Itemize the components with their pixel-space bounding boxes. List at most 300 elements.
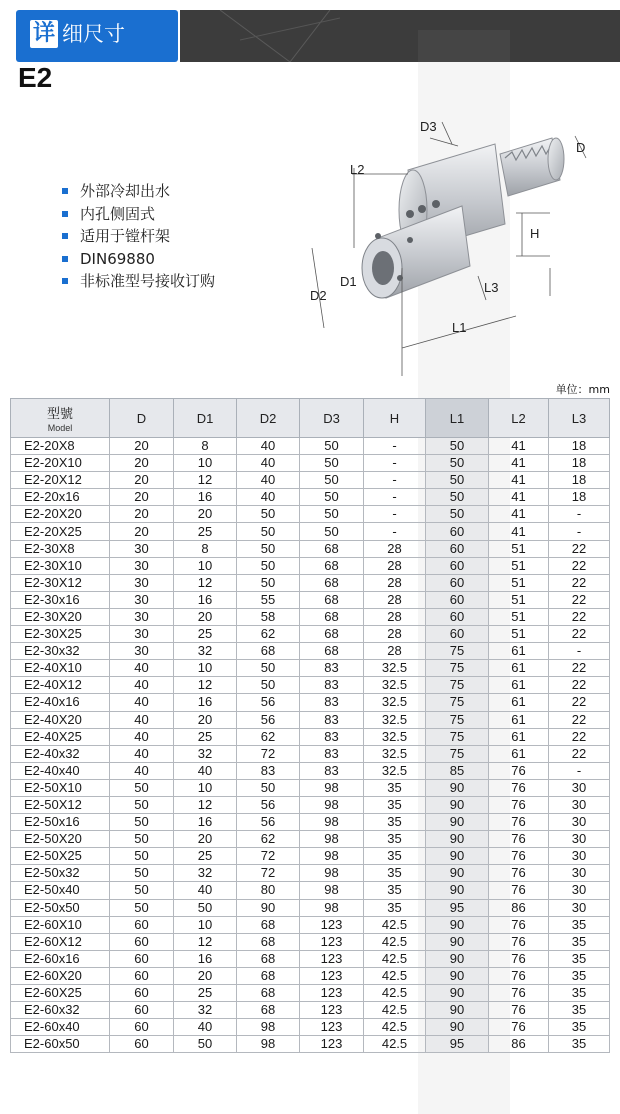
cell-l3: 35 [549,1036,610,1053]
cell-l3: 22 [549,728,610,745]
cell-l1: 75 [426,677,489,694]
cell-d3: 98 [300,814,364,831]
cell-d2: 56 [237,694,300,711]
cell-h: 32.5 [364,745,426,762]
table-row [11,745,610,762]
table-row [11,865,610,882]
table-row [11,1002,610,1019]
cell-l1: 60 [426,523,489,540]
cell-d2: 55 [237,591,300,608]
col-header-l1: L1 [426,399,489,438]
cell-l2: 41 [489,455,549,472]
cell-l1: 60 [426,591,489,608]
cell-model: E2-20X12 [11,472,110,489]
cell-model: E2-50X20 [11,831,110,848]
cell-d3: 123 [300,1002,364,1019]
cell-d1: 10 [174,660,237,677]
cell-l3: 18 [549,438,610,455]
cell-l2: 76 [489,1019,549,1036]
cell-model: E2-30X20 [11,608,110,625]
cell-h: 42.5 [364,933,426,950]
cell-l1: 90 [426,882,489,899]
cell-l3: 22 [549,660,610,677]
cell-l3: - [549,506,610,523]
unit-label: 单位：mm [555,383,610,396]
cell-l3: 22 [549,626,610,643]
cell-d: 30 [110,626,174,643]
cell-d3: 98 [300,848,364,865]
cell-l3: 35 [549,1002,610,1019]
cell-d3: 123 [300,933,364,950]
cell-l3: 22 [549,557,610,574]
cell-model: E2-60X25 [11,985,110,1002]
cell-d2: 50 [237,540,300,557]
cell-d1: 40 [174,762,237,779]
model-title: E2 [18,62,53,93]
cell-model: E2-60x32 [11,1002,110,1019]
cell-l2: 51 [489,626,549,643]
cell-l3: 35 [549,967,610,984]
cell-l3: 30 [549,882,610,899]
table-row [11,472,610,489]
cell-d3: 83 [300,745,364,762]
cell-l2: 76 [489,814,549,831]
cell-l1: 95 [426,1036,489,1053]
cell-d2: 68 [237,950,300,967]
cell-d1: 20 [174,831,237,848]
table-row [11,608,610,625]
cell-l2: 76 [489,831,549,848]
cell-h: 32.5 [364,660,426,677]
table-row [11,489,610,506]
table-row [11,677,610,694]
cell-l1: 95 [426,899,489,916]
cell-model: E2-40X10 [11,660,110,677]
cell-l3: 30 [549,899,610,916]
cell-d: 50 [110,865,174,882]
cell-l3: 18 [549,472,610,489]
feature-text: 外部冷却出水 [80,182,171,200]
cell-d2: 90 [237,899,300,916]
cell-d2: 56 [237,796,300,813]
cell-h: 35 [364,796,426,813]
cell-model: E2-30x32 [11,643,110,660]
cell-l3: 35 [549,1019,610,1036]
cell-d1: 16 [174,591,237,608]
cell-h: 32.5 [364,762,426,779]
cell-d3: 98 [300,831,364,848]
feature-item [60,248,215,271]
label-h: H [530,226,540,241]
cell-l1: 60 [426,626,489,643]
cell-l1: 90 [426,1019,489,1036]
cell-d1: 16 [174,489,237,506]
cell-l1: 90 [426,831,489,848]
cell-d2: 58 [237,608,300,625]
cell-d1: 16 [174,814,237,831]
feature-text: 内孔侧固式 [80,204,156,223]
cell-d: 20 [110,506,174,523]
cell-d: 20 [110,472,174,489]
cell-h: 42.5 [364,967,426,984]
cell-l3: 30 [549,831,610,848]
cell-d: 60 [110,916,174,933]
cell-d: 40 [110,728,174,745]
cell-h: 32.5 [364,694,426,711]
cell-l3: 30 [549,814,610,831]
cell-l2: 76 [489,933,549,950]
cell-d3: 68 [300,557,364,574]
cell-l2: 76 [489,985,549,1002]
cell-d3: 98 [300,882,364,899]
cell-l2: 51 [489,608,549,625]
cell-l1: 75 [426,643,489,660]
cell-model: E2-60x40 [11,1019,110,1036]
cell-l1: 90 [426,985,489,1002]
feature-text: 适用于镗杆架 [80,227,171,245]
cell-l1: 50 [426,472,489,489]
table-row [11,1019,610,1036]
table-row [11,557,610,574]
cell-d3: 68 [300,643,364,660]
cell-d: 50 [110,814,174,831]
cell-l2: 76 [489,882,549,899]
cell-d3: 83 [300,677,364,694]
cell-l2: 51 [489,540,549,557]
cell-d3: 83 [300,728,364,745]
cell-d2: 68 [237,1002,300,1019]
cell-d: 60 [110,933,174,950]
cell-model: E2-20x16 [11,489,110,506]
table-row [11,882,610,899]
header-dark-band [180,10,620,62]
cell-model: E2-30X10 [11,557,110,574]
spec-table [10,398,610,1053]
cell-h: 32.5 [364,677,426,694]
table-header-row [11,399,610,438]
cell-l3: 22 [549,540,610,557]
cell-d2: 83 [237,762,300,779]
cell-d: 60 [110,950,174,967]
cell-d: 50 [110,899,174,916]
cell-d1: 40 [174,882,237,899]
cell-l2: 51 [489,591,549,608]
cell-l2: 76 [489,848,549,865]
cell-d1: 32 [174,865,237,882]
cell-l3: 22 [549,745,610,762]
cell-l1: 60 [426,608,489,625]
cell-model: E2-20X10 [11,455,110,472]
cell-l1: 90 [426,1002,489,1019]
bullet-icon [62,233,68,239]
col-header-l2: L2 [489,399,549,438]
cell-d3: 83 [300,660,364,677]
cell-l2: 41 [489,489,549,506]
cell-model: E2-40x40 [11,762,110,779]
cell-d2: 50 [237,523,300,540]
cell-d1: 12 [174,796,237,813]
cell-l2: 76 [489,779,549,796]
cell-h: 42.5 [364,985,426,1002]
cell-d3: 123 [300,916,364,933]
cell-d: 40 [110,745,174,762]
cell-l3: 30 [549,848,610,865]
cell-d3: 83 [300,694,364,711]
cell-l3: 22 [549,591,610,608]
table-row [11,728,610,745]
cell-d1: 12 [174,677,237,694]
cell-d1: 16 [174,694,237,711]
section-header [0,0,620,80]
cell-model: E2-40X20 [11,711,110,728]
cell-model: E2-60X20 [11,967,110,984]
cell-l3: 18 [549,455,610,472]
cell-l1: 90 [426,950,489,967]
cell-d3: 123 [300,985,364,1002]
bullet-icon [62,278,68,284]
cell-model: E2-30X25 [11,626,110,643]
cell-l3: 18 [549,489,610,506]
cell-d3: 123 [300,1019,364,1036]
cell-d3: 98 [300,796,364,813]
cell-model: E2-50x16 [11,814,110,831]
cell-d2: 40 [237,455,300,472]
cell-l1: 90 [426,796,489,813]
cell-l2: 86 [489,899,549,916]
cell-h: 32.5 [364,711,426,728]
cell-d2: 68 [237,643,300,660]
table-row [11,711,610,728]
feature-item [60,180,215,203]
cell-d3: 68 [300,591,364,608]
cell-l1: 75 [426,745,489,762]
cell-model: E2-20X25 [11,523,110,540]
cell-model: E2-30X8 [11,540,110,557]
cell-d: 60 [110,1019,174,1036]
col-header-model [11,399,110,438]
cell-h: 35 [364,882,426,899]
label-d: D [576,140,586,155]
feature-text: 非标准型号接收订购 [80,272,216,290]
cell-d2: 68 [237,967,300,984]
table-row [11,899,610,916]
cell-l1: 85 [426,762,489,779]
table-row [11,967,610,984]
cell-d3: 50 [300,489,364,506]
cell-l3: 30 [549,779,610,796]
cell-d3: 68 [300,608,364,625]
cell-d2: 40 [237,472,300,489]
cell-d2: 98 [237,1036,300,1053]
cell-l2: 41 [489,472,549,489]
cell-d2: 40 [237,489,300,506]
bullet-icon [62,256,68,262]
cell-d3: 50 [300,472,364,489]
cell-l1: 50 [426,438,489,455]
cell-l3: 35 [549,950,610,967]
cell-model: E2-50X25 [11,848,110,865]
bullet-icon [62,211,68,217]
table-row [11,985,610,1002]
cell-model: E2-60X12 [11,933,110,950]
cell-d3: 50 [300,438,364,455]
cell-d2: 68 [237,933,300,950]
cell-d1: 32 [174,745,237,762]
cell-l2: 76 [489,967,549,984]
cell-l2: 86 [489,1036,549,1053]
cell-l1: 50 [426,506,489,523]
cell-d2: 50 [237,506,300,523]
cell-l3: 35 [549,985,610,1002]
cell-d3: 50 [300,455,364,472]
cell-d3: 68 [300,626,364,643]
cell-model: E2-50X10 [11,779,110,796]
cell-d2: 62 [237,626,300,643]
cell-d3: 50 [300,523,364,540]
cell-l1: 60 [426,557,489,574]
cell-d1: 10 [174,916,237,933]
cell-l3: 22 [549,608,610,625]
cell-l2: 61 [489,728,549,745]
header-decoration-lines [180,10,620,62]
cell-l1: 60 [426,574,489,591]
cell-d1: 20 [174,967,237,984]
cell-d3: 83 [300,762,364,779]
col-header-d3: D3 [300,399,364,438]
cell-d2: 50 [237,660,300,677]
cell-h: - [364,523,426,540]
cell-d: 60 [110,1036,174,1053]
cell-l1: 75 [426,660,489,677]
cell-d: 50 [110,831,174,848]
cell-l3: 22 [549,694,610,711]
cell-d1: 50 [174,1036,237,1053]
label-d1: D1 [340,274,357,289]
cell-l1: 75 [426,728,489,745]
cell-l2: 61 [489,677,549,694]
cell-d1: 32 [174,1002,237,1019]
cell-d: 20 [110,523,174,540]
cell-d1: 12 [174,472,237,489]
cell-h: 28 [364,557,426,574]
cell-d: 20 [110,438,174,455]
cell-h: - [364,489,426,506]
cell-d: 20 [110,489,174,506]
cell-l1: 90 [426,916,489,933]
table-row [11,643,610,660]
cell-h: 35 [364,899,426,916]
cell-l3: - [549,762,610,779]
cell-d3: 68 [300,540,364,557]
label-l1: L1 [452,320,467,335]
cell-model: E2-40X12 [11,677,110,694]
cell-model: E2-60x50 [11,1036,110,1053]
cell-model: E2-30x16 [11,591,110,608]
table-row [11,455,610,472]
cell-d: 30 [110,608,174,625]
cell-l2: 76 [489,865,549,882]
cell-d2: 50 [237,779,300,796]
cell-d2: 98 [237,1019,300,1036]
cell-d3: 83 [300,711,364,728]
cell-model: E2-60x16 [11,950,110,967]
cell-d: 40 [110,694,174,711]
table-row [11,660,610,677]
cell-d: 50 [110,882,174,899]
cell-h: 28 [364,643,426,660]
cell-model: E2-20X20 [11,506,110,523]
cell-l2: 76 [489,762,549,779]
cell-d1: 25 [174,728,237,745]
cell-l3: 22 [549,711,610,728]
cell-d: 40 [110,677,174,694]
cell-l3: 30 [549,796,610,813]
cell-d: 50 [110,779,174,796]
cell-h: 42.5 [364,1002,426,1019]
cell-model: E2-50x50 [11,899,110,916]
cell-d2: 56 [237,711,300,728]
cell-d3: 123 [300,967,364,984]
label-d3: D3 [420,119,437,134]
feature-item [60,225,215,248]
cell-l3: - [549,643,610,660]
cell-d2: 40 [237,438,300,455]
tool-holder-drawing [290,108,620,390]
cell-h: 35 [364,831,426,848]
cell-d1: 50 [174,899,237,916]
table-row [11,540,610,557]
table-row [11,626,610,643]
cell-model: E2-50x40 [11,882,110,899]
cell-h: - [364,506,426,523]
cell-d1: 25 [174,523,237,540]
cell-model: E2-30X12 [11,574,110,591]
cell-model: E2-40X25 [11,728,110,745]
cell-d3: 50 [300,506,364,523]
cell-d: 30 [110,540,174,557]
cell-h: 42.5 [364,916,426,933]
table-row [11,591,610,608]
cell-d1: 10 [174,779,237,796]
cell-d3: 98 [300,899,364,916]
cell-h: 35 [364,848,426,865]
cell-d1: 8 [174,540,237,557]
cell-d1: 16 [174,950,237,967]
table-row [11,796,610,813]
cell-model: E2-40x16 [11,694,110,711]
cell-l1: 75 [426,694,489,711]
table-row [11,779,610,796]
cell-l2: 61 [489,660,549,677]
label-l2: L2 [350,162,365,177]
table-row [11,950,610,967]
cell-d1: 8 [174,438,237,455]
cell-d1: 10 [174,455,237,472]
cell-d: 50 [110,796,174,813]
cell-d1: 25 [174,848,237,865]
cell-d3: 123 [300,950,364,967]
cell-l3: 30 [549,865,610,882]
cell-d1: 20 [174,711,237,728]
table-row [11,814,610,831]
cell-h: 28 [364,626,426,643]
feature-item [60,270,215,293]
table-row [11,916,610,933]
cell-h: 35 [364,865,426,882]
cell-d: 20 [110,455,174,472]
cell-l2: 41 [489,523,549,540]
table-row [11,574,610,591]
